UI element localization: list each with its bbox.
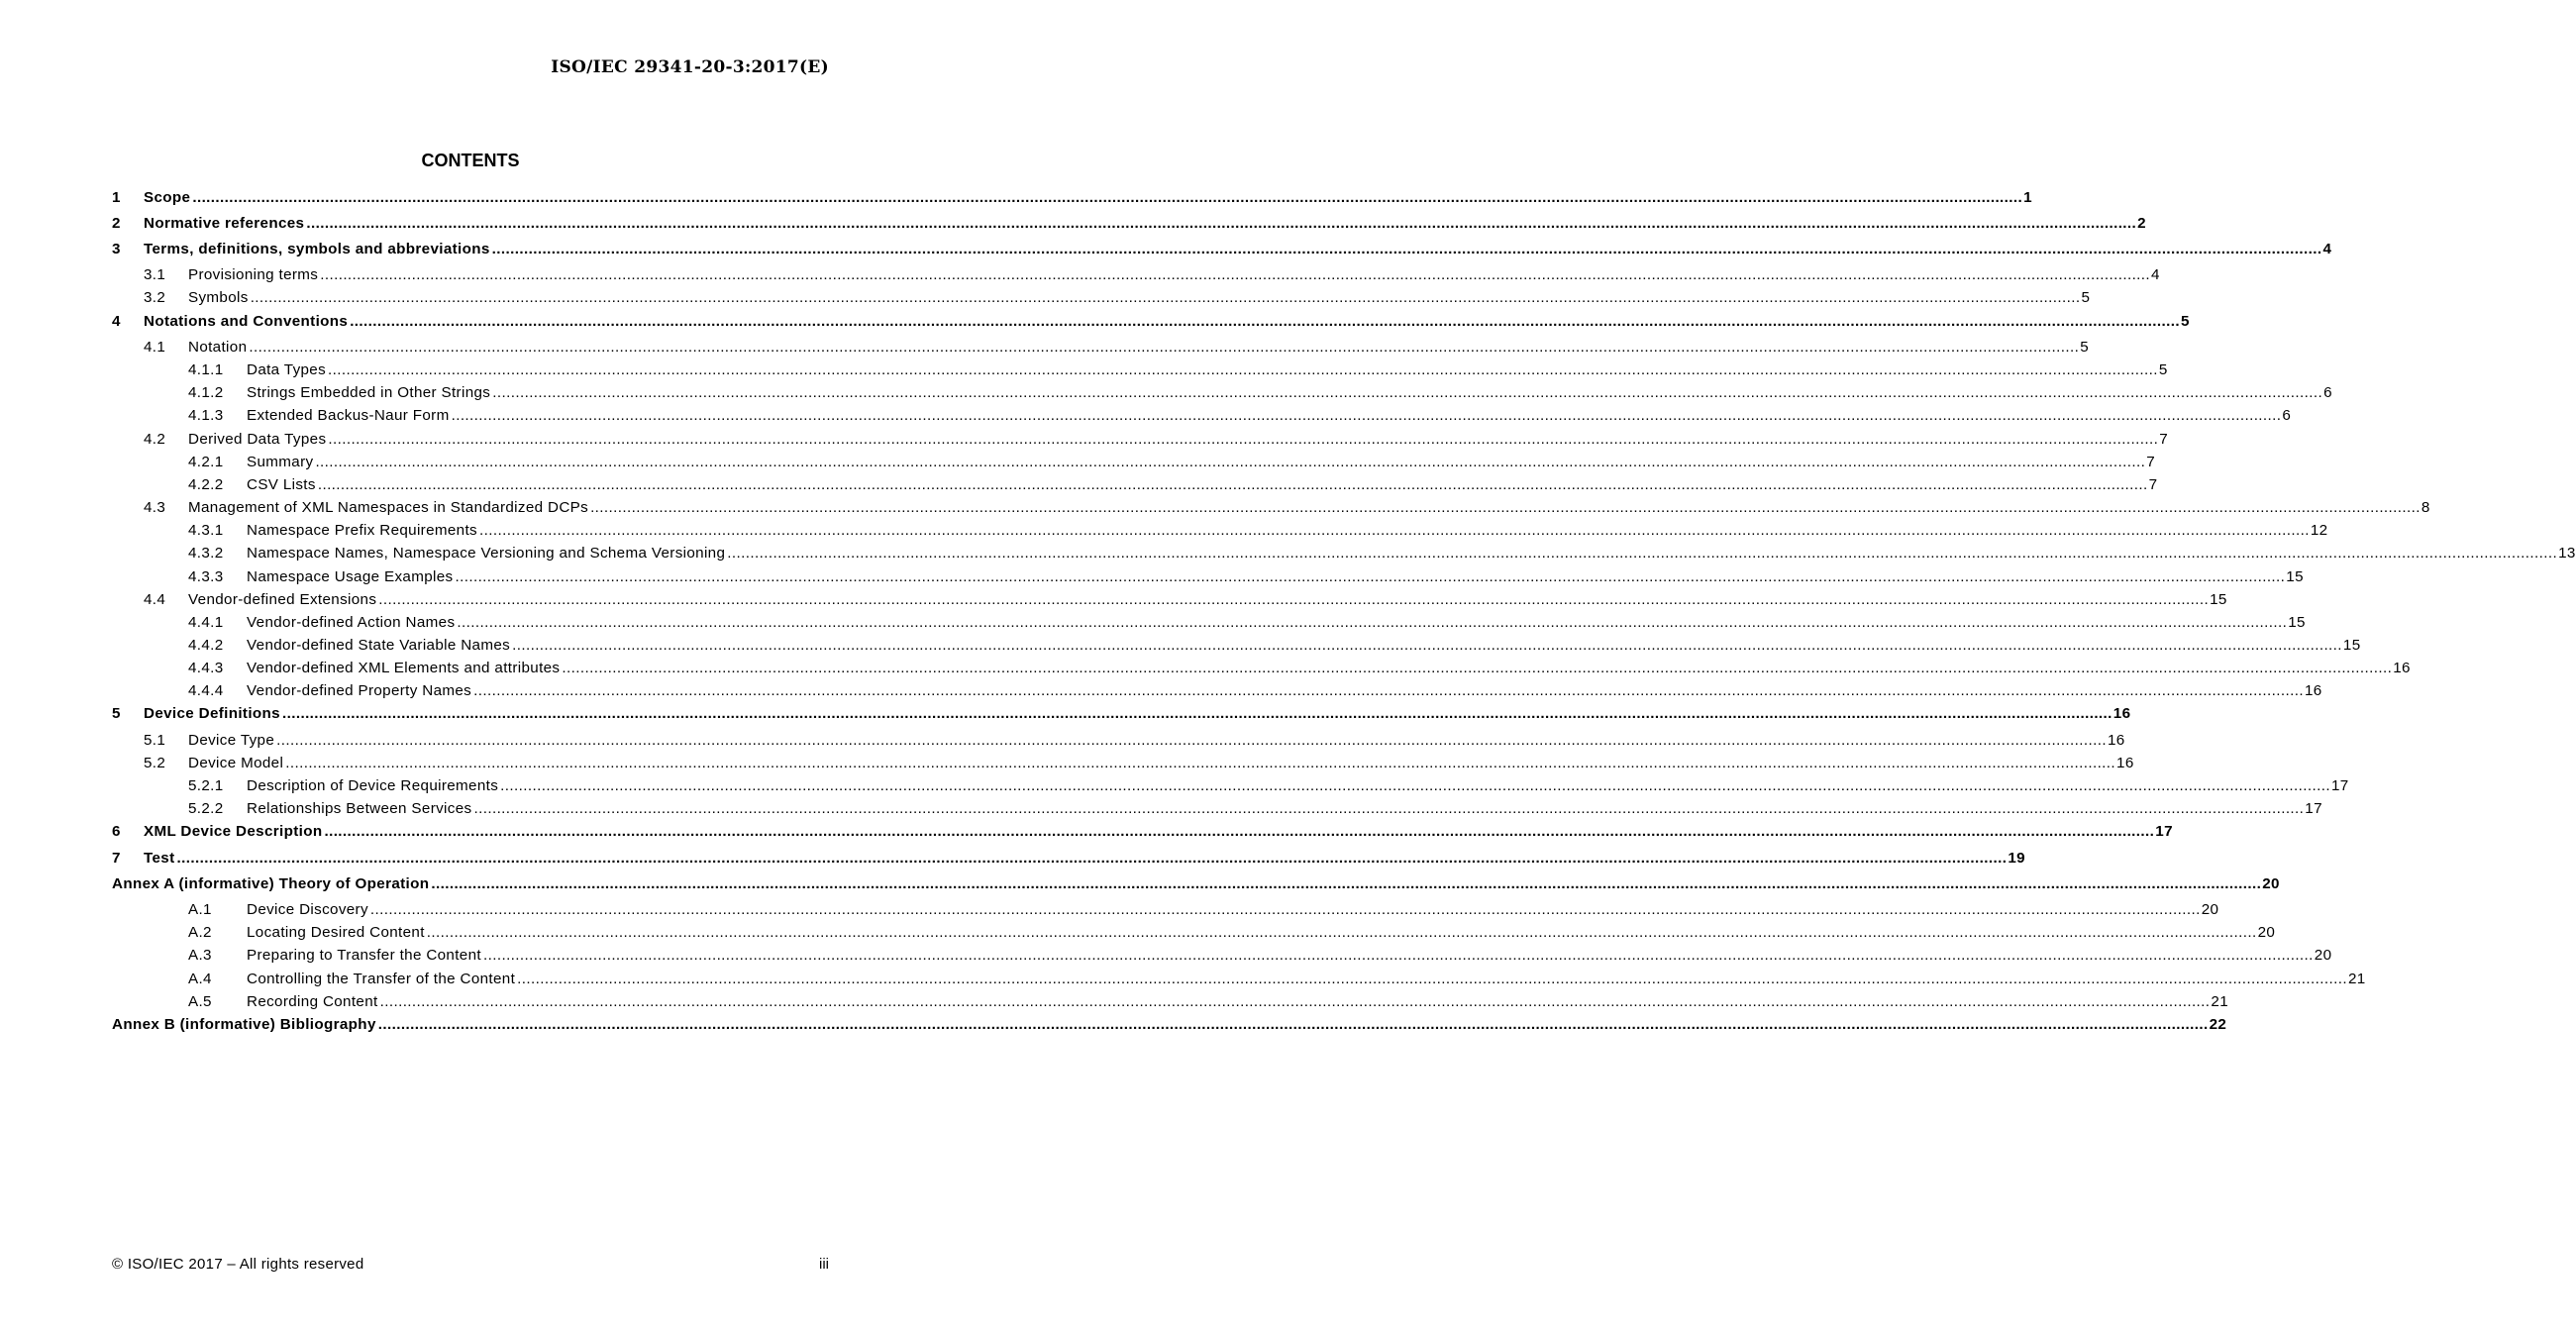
toc-entry[interactable] [112,239,2332,260]
toc-entry-page: 5 [2181,313,2190,330]
toc-dot-leader: ................................................................................................................................................................................................................................................................................................................................................................................................................ [512,637,2342,654]
toc-dot-leader: ................................................................................................................................................................................................................................................................................................................................................................................................................ [590,499,2421,516]
toc-entry-label: Scope [144,189,191,206]
toc-entry-number: 5.2 [144,755,166,771]
toc-dot-leader: ................................................................................................................................................................................................................................................................................................................................................................................................................ [324,823,2155,840]
toc-entry-label: Extended Backus-Naur Form [247,407,450,424]
toc-entry-number: 4.3.2 [188,545,224,562]
toc-entry-number: 5.2.2 [188,800,224,817]
toc-entry-page: 7 [2159,431,2169,448]
toc-entry[interactable] [144,730,2125,752]
toc-entry[interactable] [112,703,2131,725]
toc-dot-leader: ................................................................................................................................................................................................................................................................................................................................................................................................................ [306,215,2137,232]
toc-entry-label: Controlling the Transfer of the Content [247,971,516,987]
toc-entry-number: 4.3 [144,499,166,516]
toc-entry-page: 5 [2158,361,2168,378]
toc-entry-number: 5.1 [144,732,166,749]
toc-dot-leader: ................................................................................................................................................................................................................................................................................................................................................................................................................ [473,800,2305,817]
toc-entry-page: 13 [2558,545,2576,562]
toc-entry[interactable] [144,497,2430,519]
toc-entry-label: Derived Data Types [188,431,327,448]
toc-dot-leader: ................................................................................................................................................................................................................................................................................................................................................................................................................ [369,901,2201,918]
toc-entry-label: Annex B (informative) Bibliography [112,1016,376,1033]
toc-dot-leader: ................................................................................................................................................................................................................................................................................................................................................................................................................ [500,777,2330,794]
toc-dot-leader: ................................................................................................................................................................................................................................................................................................................................................................................................................ [451,407,2282,424]
toc-entry-label: Namespace Prefix Requirements [247,522,477,539]
toc-entry[interactable] [188,452,2156,473]
toc-dot-leader: ................................................................................................................................................................................................................................................................................................................................................................................................................ [328,431,2159,448]
toc-entry-label: Description of Device Requirements [247,777,499,794]
toc-entry-number: 4.1 [144,339,166,356]
toc-dot-leader: ................................................................................................................................................................................................................................................................................................................................................................................................................ [320,266,2151,283]
toc-dot-leader: ................................................................................................................................................................................................................................................................................................................................................................................................................ [491,241,2322,257]
toc-entry-number: 4.4.4 [188,682,224,699]
toc-entry[interactable] [144,337,2089,358]
toc-entry-label: Relationships Between Services [247,800,472,817]
toc-entry-page: 6 [2282,407,2292,424]
toc-dot-leader: ................................................................................................................................................................................................................................................................................................................................................................................................................ [473,682,2304,699]
toc-entry-page: 15 [2210,591,2227,608]
toc-dot-leader: ................................................................................................................................................................................................................................................................................................................................................................................................................ [250,289,2081,306]
toc-entry-label: Symbols [188,289,249,306]
toc-dot-leader: ................................................................................................................................................................................................................................................................................................................................................................................................................ [377,1016,2209,1033]
toc-entry-number: 7 [112,850,121,867]
toc-entry-page: 16 [2304,682,2322,699]
toc-entry-number: 6 [112,823,121,840]
toc-entry[interactable] [188,382,2332,404]
toc-entry-label: Device Definitions [144,705,280,722]
toc-entry-number: 4.3.1 [188,522,224,539]
toc-entry-label: Vendor-defined State Variable Names [247,637,511,654]
toc-entry[interactable] [188,635,2361,657]
toc-entry-page: 17 [2305,800,2322,817]
toc-entry[interactable] [144,429,2169,451]
toc-entry-page: 12 [2310,522,2328,539]
toc-entry[interactable] [144,589,2227,611]
toc-entry-number: 4.4 [144,591,166,608]
toc-entry-page: 20 [2201,901,2219,918]
toc-entry-number: A.2 [188,924,212,941]
toc-entry[interactable] [112,873,2280,895]
toc-entry-number: 3.2 [144,289,166,306]
toc-entry-number: 4.1.3 [188,407,224,424]
toc-entry-number: 5.2.1 [188,777,224,794]
toc-dot-leader: ................................................................................................................................................................................................................................................................................................................................................................................................................ [249,339,2080,356]
toc-entry-label: Namespace Names, Namespace Versioning and Schema Versioning [247,545,726,562]
toc-entry[interactable] [188,945,2332,967]
toc-entry-page: 7 [2146,454,2156,470]
toc-entry-label: Vendor-defined XML Elements and attributes [247,660,561,676]
toc-dot-leader: ................................................................................................................................................................................................................................................................................................................................................................................................................ [285,755,2116,771]
toc-entry-page: 16 [2393,660,2411,676]
toc-dot-leader: ................................................................................................................................................................................................................................................................................................................................................................................................................ [431,875,2262,892]
toc-entry-page: 5 [2081,289,2091,306]
toc-entry[interactable] [188,359,2168,381]
page-title: CONTENTS [421,151,520,170]
toc-entry-page: 8 [2421,499,2430,516]
toc-entry-page: 4 [2151,266,2160,283]
toc-entry[interactable] [112,213,2146,235]
toc-entry-label: Strings Embedded in Other Strings [247,384,491,401]
toc-entry-label: Management of XML Namespaces in Standardized DCPs [188,499,589,516]
toc-dot-leader: ................................................................................................................................................................................................................................................................................................................................................................................................................ [727,545,2558,562]
toc-entry-page: 4 [2322,241,2332,257]
toc-entry[interactable] [188,566,2304,588]
toc-entry-number: 4.4.2 [188,637,224,654]
toc-entry-number: 3 [112,241,121,257]
toc-entry-number: A.5 [188,993,212,1010]
toc-entry[interactable] [112,187,2032,209]
toc-entry[interactable] [144,264,2160,286]
toc-entry-label: Vendor-defined Property Names [247,682,472,699]
toc-entry-label: Vendor-defined Extensions [188,591,377,608]
toc-dot-leader: ................................................................................................................................................................................................................................................................................................................................................................................................................ [317,476,2148,493]
toc-entry-page: 15 [2342,637,2361,654]
toc-entry-page: 20 [2314,947,2332,964]
document-header-id: ISO/IEC 29341-20-3:2017(E) [551,57,829,77]
toc-entry[interactable] [112,1014,2227,1036]
toc-entry-page: 7 [2148,476,2158,493]
toc-entry[interactable] [144,753,2134,774]
toc-entry[interactable] [188,899,2219,921]
toc-entry-page: 15 [2288,614,2306,631]
toc-dot-leader: ................................................................................................................................................................................................................................................................................................................................................................................................................ [517,971,2347,987]
toc-entry-number: A.4 [188,971,212,987]
toc-entry[interactable] [188,680,2322,702]
toc-entry-label: Notations and Conventions [144,313,349,330]
toc-dot-leader: ................................................................................................................................................................................................................................................................................................................................................................................................................ [378,591,2210,608]
toc-entry-label: Namespace Usage Examples [247,568,454,585]
toc-entry-label: Annex A (informative) Theory of Operation [112,875,430,892]
toc-dot-leader: ................................................................................................................................................................................................................................................................................................................................................................................................................ [192,189,2023,206]
toc-entry-page: 16 [2107,732,2125,749]
footer-copyright: © ISO/IEC 2017 – All rights reserved [112,1256,364,1273]
toc-entry[interactable] [188,543,2576,564]
toc-entry-page: 1 [2023,189,2032,206]
toc-entry[interactable] [144,287,2091,309]
toc-entry-page: 16 [2112,705,2131,722]
toc-dot-leader: ................................................................................................................................................................................................................................................................................................................................................................................................................ [281,705,2112,722]
toc-entry-number: 3.1 [144,266,166,283]
toc-entry-label: Normative references [144,215,305,232]
toc-entry-label: Data Types [247,361,327,378]
toc-entry-label: Device Discovery [247,901,368,918]
toc-dot-leader: ................................................................................................................................................................................................................................................................................................................................................................................................................ [379,993,2211,1010]
toc-entry[interactable] [188,969,2366,990]
toc-entry-label: Notation [188,339,248,356]
toc-entry-number: 1 [112,189,121,206]
toc-entry-page: 15 [2286,568,2304,585]
toc-entry-number: 5 [112,705,121,722]
toc-dot-leader: ................................................................................................................................................................................................................................................................................................................................................................................................................ [479,522,2310,539]
toc-entry-number: 4.3.3 [188,568,224,585]
toc-entry-label: Test [144,850,175,867]
toc-entry[interactable] [188,922,2276,944]
toc-entry[interactable] [188,612,2306,634]
toc-entry-label: Vendor-defined Action Names [247,614,456,631]
toc-dot-leader: ................................................................................................................................................................................................................................................................................................................................................................................................................ [315,454,2146,470]
toc-entry-label: Locating Desired Content [247,924,425,941]
toc-entry-page: 16 [2116,755,2134,771]
toc-entry-number: 2 [112,215,121,232]
toc-dot-leader: ................................................................................................................................................................................................................................................................................................................................................................................................................ [426,924,2257,941]
toc-dot-leader: ................................................................................................................................................................................................................................................................................................................................................................................................................ [455,568,2286,585]
toc-entry-number: 4.1.2 [188,384,224,401]
toc-entry-page: 20 [2257,924,2276,941]
toc-entry-number: 4.2.2 [188,476,224,493]
toc-entry-page: 6 [2323,384,2332,401]
toc-entry-page: 20 [2262,875,2280,892]
toc-entry-number: 4.2.1 [188,454,224,470]
toc-dot-leader: ................................................................................................................................................................................................................................................................................................................................................................................................................ [457,614,2288,631]
toc-entry-page: 21 [2211,993,2229,1010]
toc-dot-leader: ................................................................................................................................................................................................................................................................................................................................................................................................................ [328,361,2158,378]
toc-entry-label: Device Model [188,755,284,771]
toc-dot-leader: ................................................................................................................................................................................................................................................................................................................................................................................................................ [176,850,2008,867]
toc-entry[interactable] [112,848,2025,870]
toc-entry[interactable] [112,821,2173,843]
toc-entry-label: Recording Content [247,993,378,1010]
toc-dot-leader: ................................................................................................................................................................................................................................................................................................................................................................................................................ [482,947,2314,964]
toc-entry-page: 5 [2080,339,2089,356]
toc-entry-page: 21 [2347,971,2366,987]
toc-entry-label: Device Type [188,732,275,749]
toc-entry-label: XML Device Description [144,823,323,840]
toc-entry[interactable] [188,520,2328,542]
toc-entry[interactable] [188,658,2411,679]
toc-entry[interactable] [188,474,2158,496]
footer-page-number: iii [819,1256,829,1273]
toc-entry[interactable] [188,991,2229,1013]
toc-entry-label: Preparing to Transfer the Content [247,947,481,964]
toc-entry-number: 4.1.1 [188,361,224,378]
toc-dot-leader: ................................................................................................................................................................................................................................................................................................................................................................................................................ [350,313,2181,330]
toc-entry-number: A.1 [188,901,212,918]
toc-entry-page: 17 [2155,823,2173,840]
toc-entry-number: A.3 [188,947,212,964]
toc-entry-label: CSV Lists [247,476,316,493]
toc-entry-page: 22 [2209,1016,2227,1033]
toc-entry-page: 17 [2331,777,2349,794]
toc-dot-leader: ................................................................................................................................................................................................................................................................................................................................................................................................................ [276,732,2107,749]
toc-entry[interactable] [188,775,2349,797]
toc-entry-page: 2 [2137,215,2146,232]
toc-entry-number: 4.2 [144,431,166,448]
toc-entry-label: Provisioning terms [188,266,319,283]
toc-dot-leader: ................................................................................................................................................................................................................................................................................................................................................................................................................ [492,384,2323,401]
toc-entry[interactable] [112,311,2190,333]
toc-entry-label: Terms, definitions, symbols and abbreviations [144,241,490,257]
toc-entry[interactable] [188,798,2322,820]
toc-entry-number: 4.4.3 [188,660,224,676]
toc-entry-number: 4 [112,313,121,330]
toc-entry-page: 19 [2008,850,2025,867]
toc-entry-number: 4.4.1 [188,614,224,631]
toc-entry[interactable] [188,405,2292,427]
toc-dot-leader: ................................................................................................................................................................................................................................................................................................................................................................................................................ [562,660,2393,676]
toc-entry-label: Summary [247,454,314,470]
